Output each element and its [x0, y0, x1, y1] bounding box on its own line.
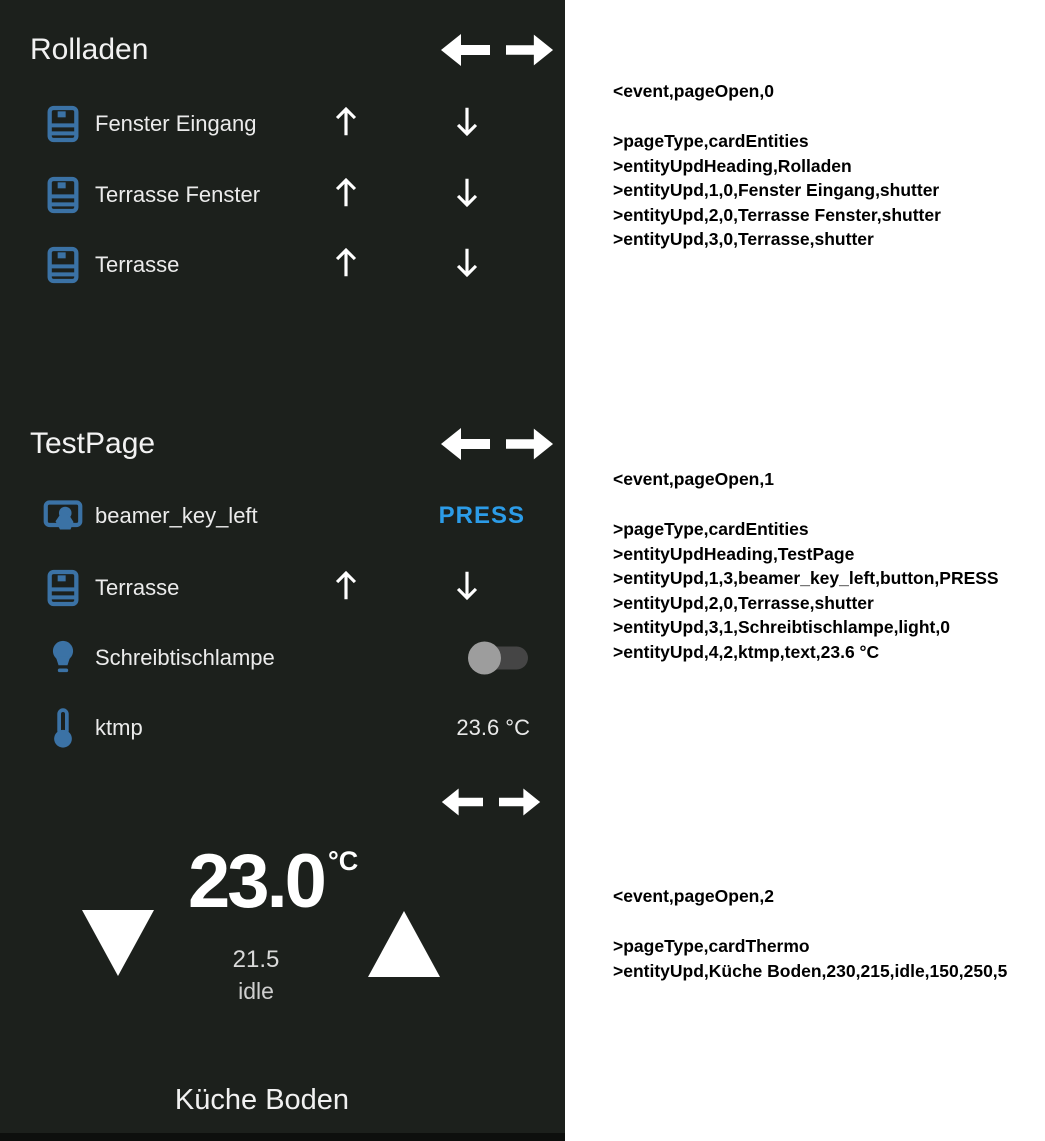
log-block: [613, 934, 1007, 983]
log-line: >entityUpd,Küche Boden,230,215,idle,150,250,5: [613, 960, 1008, 981]
log-event-line: <event,pageOpen,1: [613, 469, 774, 489]
log-block: [613, 129, 941, 252]
log-line: >pageType,cardEntities: [613, 131, 809, 151]
press-button[interactable]: PRESS: [438, 502, 525, 529]
temperature-value: 23.6 °C: [456, 715, 530, 740]
log-line: >entityUpd,1,3,beamer_key_left,button,PRESS: [613, 568, 999, 588]
card-testpage-nav: [440, 427, 554, 461]
shutter-down-button[interactable]: [453, 569, 481, 607]
entity-label: ktmp: [95, 715, 143, 740]
target-temperature: 21.5: [232, 946, 280, 973]
entity-label: Terrasse: [95, 575, 180, 600]
shutter-down-button[interactable]: [453, 246, 481, 284]
window-shutter-icon: [42, 246, 84, 284]
entity-row: [0, 488, 565, 544]
log-line: >entityUpd,2,0,Terrasse Fenster,shutter: [613, 204, 941, 225]
log-event-line: <event,pageOpen,2: [613, 886, 774, 906]
entity-label: Terrasse Fenster: [95, 182, 261, 207]
shutter-up-button[interactable]: [332, 246, 360, 284]
current-temperature: 23.0: [188, 839, 324, 924]
shutter-up-button[interactable]: [332, 176, 360, 214]
page-next-arrow-icon[interactable]: [506, 427, 554, 461]
temperature-unit: °C: [328, 846, 359, 876]
page-next-arrow-icon[interactable]: [506, 33, 554, 67]
temp-decrease-button[interactable]: [82, 910, 154, 976]
log-line: >entityUpd,1,0,Fenster Eingang,shutter: [613, 180, 940, 200]
window-shutter-icon: [42, 105, 84, 143]
temp-increase-button[interactable]: [368, 911, 440, 977]
shutter-down-button[interactable]: [453, 105, 481, 143]
card-thermo-nav: [441, 786, 541, 818]
lightbulb-icon: [42, 639, 84, 677]
entity-label: Terrasse: [95, 252, 180, 277]
entity-row: [0, 237, 565, 293]
entity-label: Schreibtischlampe: [95, 645, 275, 670]
page-prev-arrow-icon[interactable]: [440, 427, 490, 461]
page-next-arrow-icon[interactable]: [499, 786, 541, 818]
entity-row: [0, 700, 565, 756]
thermometer-icon: [42, 708, 84, 748]
log-event-line: <event,pageOpen,0: [613, 81, 774, 101]
card-testpage-title: TestPage: [30, 427, 156, 460]
protocol-log: [613, 0, 1045, 1141]
log-line: >entityUpdHeading,TestPage: [613, 543, 855, 564]
panel-bottom-strip: [0, 1133, 565, 1141]
log-line: >entityUpd,4,2,ktmp,text,23.6 °C: [613, 641, 880, 662]
entity-row: [0, 630, 565, 686]
log-line: >entityUpd,2,0,Terrasse,shutter: [613, 592, 874, 613]
entity-label: Fenster Eingang: [95, 111, 257, 136]
entity-row: [0, 560, 565, 616]
window-shutter-icon: [42, 176, 84, 214]
shutter-down-button[interactable]: [453, 176, 481, 214]
card-rolladen-nav: [440, 33, 554, 67]
shutter-up-button[interactable]: [332, 105, 360, 143]
window-shutter-icon: [42, 569, 84, 607]
log-line: >pageType,cardThermo: [613, 936, 810, 956]
card-rolladen-title: Rolladen: [30, 33, 149, 66]
entity-row: [0, 167, 565, 223]
light-toggle[interactable]: [478, 647, 528, 670]
log-block: [613, 517, 999, 664]
page-prev-arrow-icon[interactable]: [440, 33, 490, 67]
entity-row: [0, 96, 565, 152]
thermostat-heading: Küche Boden: [174, 1084, 350, 1116]
log-line: >entityUpdHeading,Rolladen: [613, 155, 852, 176]
log-line: >entityUpd,3,1,Schreibtischlampe,light,0: [613, 617, 950, 637]
toggle-knob: [468, 642, 501, 675]
log-line: >pageType,cardEntities: [613, 519, 809, 539]
gesture-tap-button-icon: [42, 498, 84, 534]
page-prev-arrow-icon[interactable]: [441, 786, 483, 818]
thermostat-state: idle: [238, 978, 274, 1004]
entity-label: beamer_key_left: [95, 503, 258, 528]
log-line: >entityUpd,3,0,Terrasse,shutter: [613, 229, 874, 249]
shutter-up-button[interactable]: [332, 569, 360, 607]
